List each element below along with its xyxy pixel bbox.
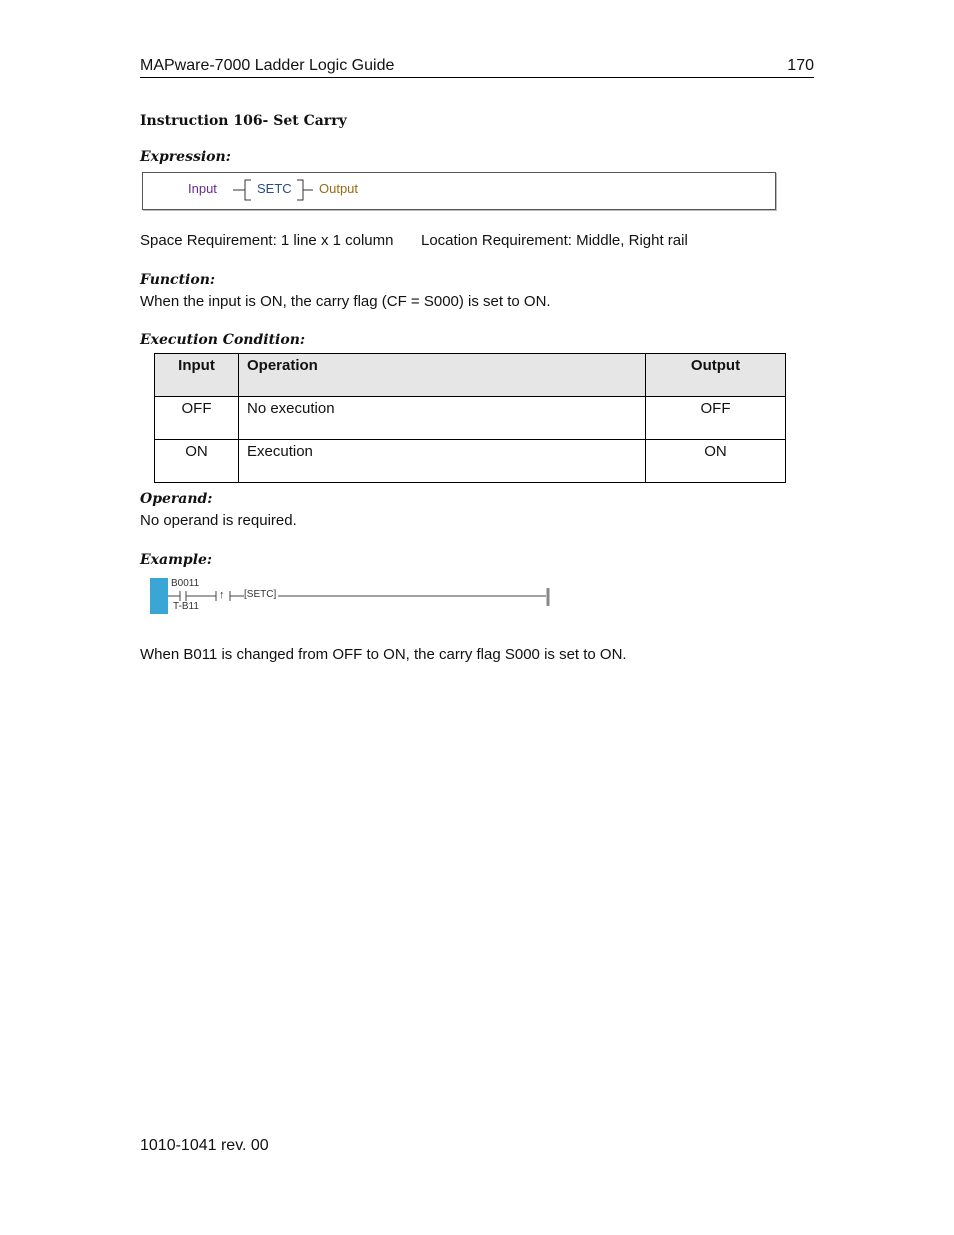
example-text: When B011 is changed from OFF to ON, the carry flag S000 is set to ON. [140, 646, 627, 663]
document-title: MAPware-7000 Ladder Logic Guide [140, 57, 395, 74]
table-cell-output: ON [646, 440, 786, 483]
example-heading: Example: [140, 552, 213, 568]
table-row [155, 397, 786, 440]
column-header-operation: Operation [239, 354, 646, 397]
expression-output-label: Output [319, 181, 359, 196]
page-header [140, 56, 814, 78]
expression-instruction-label: SETC [257, 181, 292, 196]
table-cell-input: ON [155, 440, 239, 483]
execution-condition-heading: Execution Condition: [140, 332, 306, 348]
contact-address: B0011 [171, 578, 200, 589]
expression-heading: Expression: [140, 149, 231, 165]
column-header-input: Input [155, 354, 239, 397]
function-heading: Function: [140, 272, 216, 288]
operand-heading: Operand: [140, 491, 213, 507]
table-row [155, 440, 786, 483]
rising-edge-icon: ↑ [219, 589, 225, 601]
example-instruction-label: [SETC] [244, 589, 277, 600]
table-cell-operation: Execution [239, 440, 646, 483]
expression-input-label: Input [188, 181, 217, 196]
rung-wire [168, 588, 556, 606]
execution-condition-table [154, 353, 786, 483]
expression-diagram [142, 172, 776, 210]
table-cell-operation: No execution [239, 397, 646, 440]
document-number: 1010-1041 rev. 00 [140, 1137, 269, 1154]
left-power-rail [150, 578, 168, 614]
table-cell-output: OFF [646, 397, 786, 440]
table-header-row [155, 354, 786, 397]
page-number: 170 [787, 57, 814, 74]
table-cell-input: OFF [155, 397, 239, 440]
operand-text: No operand is required. [140, 512, 297, 529]
space-requirement: Space Requirement: 1 line x 1 column [140, 232, 394, 249]
instruction-title: Instruction 106- Set Carry [140, 113, 347, 129]
example-ladder-diagram [150, 576, 556, 618]
column-header-output: Output [646, 354, 786, 397]
location-requirement: Location Requirement: Middle, Right rail [421, 232, 688, 249]
function-text: When the input is ON, the carry flag (CF = S000) is set to ON. [140, 293, 551, 310]
contact-tag: T-B11 [173, 601, 199, 612]
